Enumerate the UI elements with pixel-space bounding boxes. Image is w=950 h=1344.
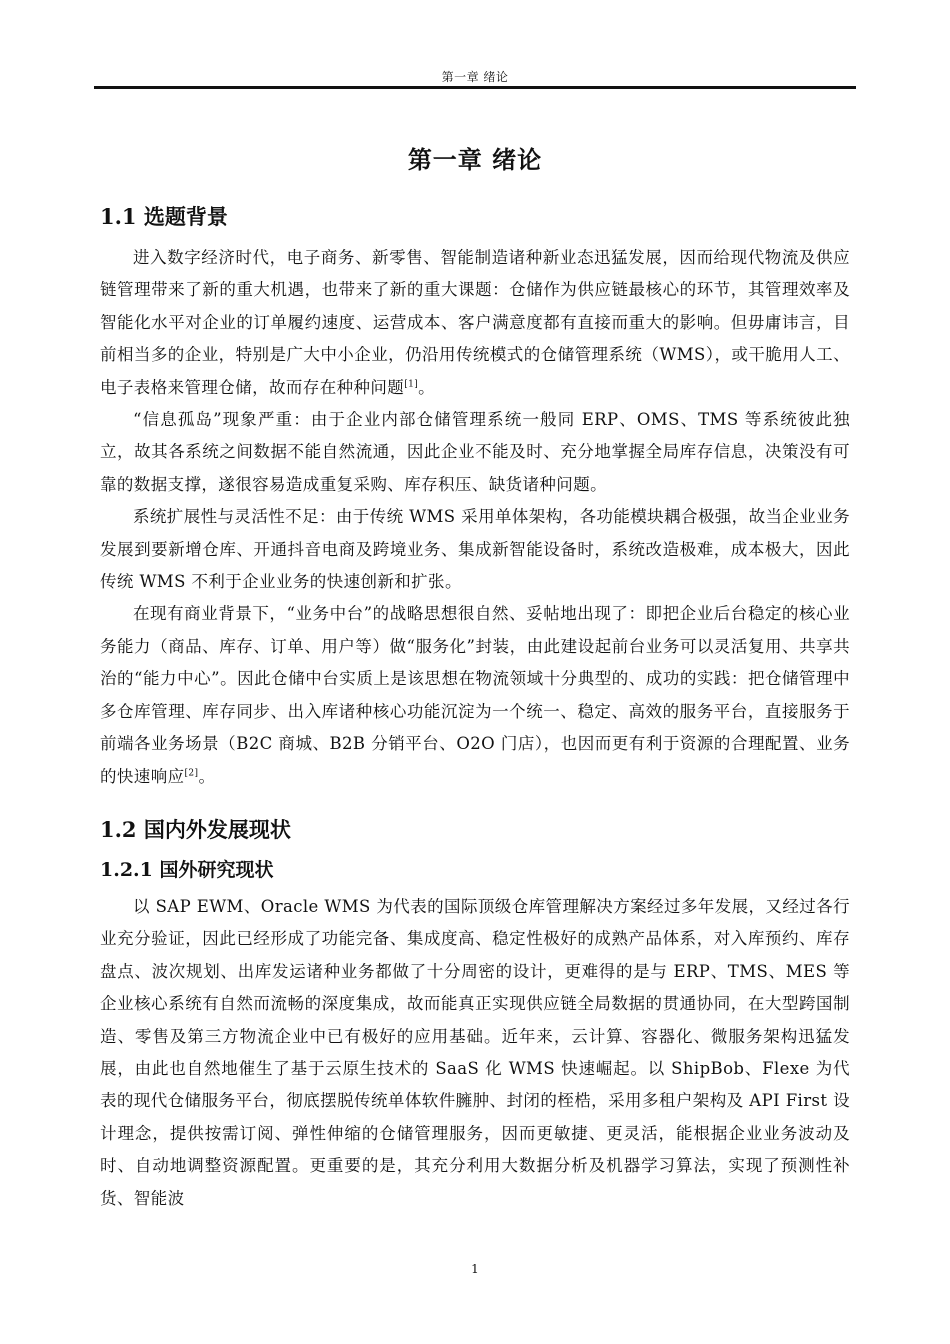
page-body	[100, 140, 850, 1215]
paragraph-text: 进入数字经济时代，电子商务、新零售、智能制造诸种新业态迅猛发展，因而给现代物流及供应链管理带来了新的重大机遇，也带来了新的重大课题：仓储作为供应链最核心的环节，其管理效率及智能化水平对企业的订单履约速度、运营成本、客户满意度都有直接而重大的影响。但毋庸讳言，目前相当多的企业，特别是广大中小企业，仍沿用传统模式的仓储管理系统（WMS），或干脆用人工、电子表格来管理仓储，故而存在种种问题	[100, 248, 850, 397]
subsection-heading-1-2-1: 1.2.1 国外研究现状	[100, 858, 274, 881]
section-heading-1-1: 1.1 选题背景	[100, 204, 228, 229]
paragraph-end: 。	[198, 766, 216, 786]
paragraph: 以 SAP EWM、Oracle WMS 为代表的国际顶级仓库管理解决方案经过多年发展，又经过各行业充分验证，因此已经形成了功能完备、集成度高、稳定性极好的成熟产品体系，对入库预约、库存盘点、波次规划、出库发运诸种业务都做了十分周密的设计，更难得的是与 ERP、TMS、MES 等企业核心系统有自然而流畅的深度集成，故而能真正实现供应链全局数据的贯通协同，在大型跨国制造、零售及第三方物流企业中已有极好的应用基础。近年来，云计算、容器化、微服务架构迅猛发展，由此也自然地催生了基于云原生技术的 SaaS 化 WMS 快速崛起。以 ShipBob、Flexe 为代表的现代仓储服务平台，彻底摆脱传统单体软件臃肿、封闭的桎梏，采用多租户架构及 API First 设计理念，提供按需订阅、弹性伸缩的仓储管理服务，因而更敏捷、更灵活，能根据企业业务波动及时、自动地调整资源配置。更重要的是，其充分利用大数据分析及机器学习算法，实现了预测性补货、智能波	[100, 896, 850, 1208]
citation-ref[interactable]: [2]	[184, 768, 199, 778]
paragraph	[100, 598, 850, 792]
paragraph: “信息孤岛”现象严重：由于企业内部仓储管理系统一般同 ERP、OMS、TMS 等系统彼此独立，故其各系统之间数据不能自然流通，因此企业不能及时、充分地掌握全局库存信息，决策没有可靠的数据支撑，遂很容易造成重复采购、库存积压、缺货诸种问题。	[100, 410, 850, 494]
running-header: 第一章 绪论	[441, 70, 509, 84]
paragraph-text: 在现有商业背景下，“业务中台”的战略思想很自然、妥帖地出现了：即把企业后台稳定的核心业务能力（商品、库存、订单、用户等）做“服务化”封装，由此建设起前台业务可以灵活复用、共享共治的“能力中心”。因此仓储中台实质上是该思想在物流领域十分典型的、成功的实践：把仓储管理中多仓库管理、库存同步、出入库诸种核心功能沉淀为一个统一、稳定、高效的服务平台，直接服务于前端各业务场景（B2C 商城、B2B 分销平台、O2O 门店），也因而更有利于资源的合理配置、业务的快速响应	[100, 604, 850, 786]
header-rule	[94, 86, 856, 89]
paragraph: 系统扩展性与灵活性不足：由于传统 WMS 采用单体架构，各功能模块耦合极强，故当企业业务发展到要新增仓库、开通抖音电商及跨境业务、集成新智能设备时，系统改造极难，成本极大，因此传统 WMS 不利于企业业务的快速创新和扩张。	[100, 507, 850, 592]
citation-ref[interactable]: [1]	[404, 379, 419, 390]
page-number: 1	[471, 1262, 479, 1276]
section-heading-1-2: 1.2 国内外发展现状	[100, 816, 291, 842]
paragraph-end: 。	[418, 377, 436, 397]
paragraph	[100, 242, 850, 404]
chapter-title: 第一章 绪论	[407, 145, 543, 174]
